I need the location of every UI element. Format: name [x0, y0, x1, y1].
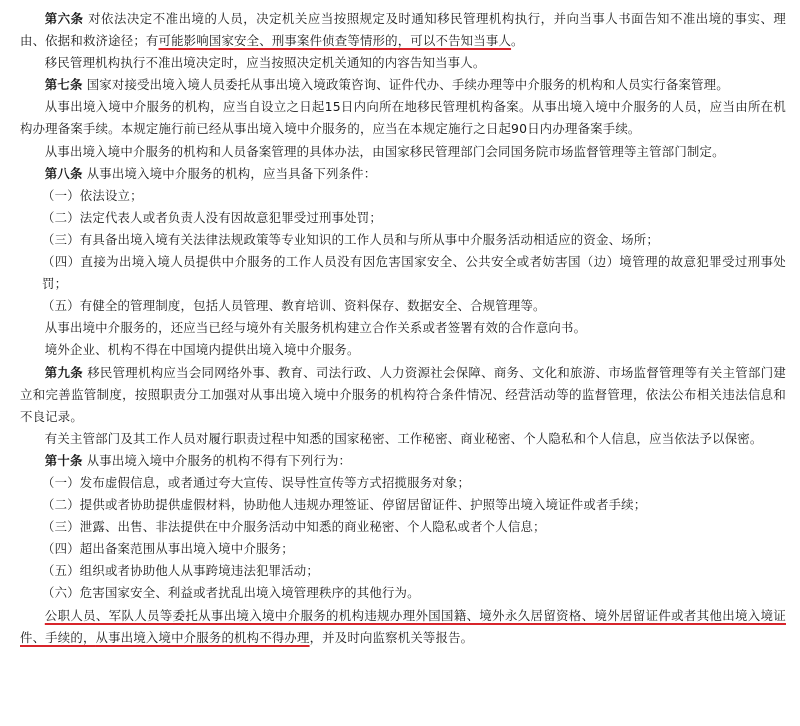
article-10-item-6: （六）危害国家安全、利益或者扰乱出境入境管理秩序的其他行为。: [42, 585, 420, 601]
article-8-paragraph: [20, 163, 786, 185]
article-8-item-3: （三）有具备出境入境有关法律法规政策等专业知识的工作人员和与所从事中介服务活动相适应的资金、场所；: [42, 231, 659, 247]
article-10-item-2: （二）提供或者协助提供虚假材料，协助他人违规办理签证、停留居留证件、护照等出境入境证件或者手续；: [42, 497, 647, 513]
article-6-underlined-text: 可能影响国家安全、刑事案件侦查等情形的，可以不告知当事人: [158, 33, 512, 49]
article-8-second-paragraph: 从事出境中介服务的，还应当已经与境外有关服务机构建立合作关系或者签署有效的合作意向书。: [44, 320, 587, 336]
article-9-heading: 第九条: [44, 364, 83, 380]
article-6-text-c: 。: [511, 33, 524, 49]
article-8-third-paragraph: 境外企业、机构不得在中国境内提供出境入境中介服务。: [44, 342, 360, 358]
article-6-paragraph: [20, 8, 786, 52]
closing-underlined-text-b: 从事出境入境中介服务的机构不得办理: [95, 629, 310, 645]
article-7-text: 国家对接受出境入境人员委托从事出境入境政策咨询、证件代办、手续办理等中介服务的机构和人员实行备案管理。: [86, 77, 729, 93]
article-6-text-a: 对依法决定不准出境的人员，决定机关应当按照规定及时通知移民管理机构执行，并向当事人书面告知不准出境的事实、理由、依据和救济途径；有: [20, 11, 786, 49]
article-8-heading: 第八条: [44, 165, 83, 181]
article-10-item-5: （五）组织或者协助他人从事跨境违法犯罪活动；: [42, 563, 319, 579]
article-9-text: 移民管理机构应当会同网络外事、教育、司法行政、人力资源社会保障、商务、文化和旅游、市场监督管理等有关主管部门建立和完善监管制度，按照职责分工加强对从事出境入境中介服务的机构符合条件情况、经营活动等的监督管理，依法公布相关违法信息和不良记录。: [20, 364, 786, 424]
article-8-item-2: （二）法定代表人或者负责人没有因故意犯罪受过刑事处罚；: [42, 209, 382, 225]
article-9-second-paragraph: 有关主管部门及其工作人员对履行职责过程中知悉的国家秘密、工作秘密、商业秘密、个人隐私和个人信息，应当依法予以保密。: [44, 430, 763, 446]
article-7-third-paragraph: 从事出境入境中介服务的机构和人员备案管理的具体办法，由国家移民管理部门会同国务院市场监督管理等主管部门制定。: [44, 143, 725, 159]
article-6-heading: 第六条: [44, 11, 84, 26]
article-10-paragraph: [20, 450, 786, 472]
article-7-second-paragraph: 从事出境入境中介服务的机构，应当自设立之日起15日内向所在地移民管理机构备案。从事出境入境中介服务的人员，应当由所在机构办理备案手续。本规定施行前已经从事出境入境中介服务的，应当在本规定施行之日起90日内办理备案手续。: [20, 99, 786, 137]
article-8-item-5: （五）有健全的管理制度，包括人员管理、教育培训、资料保存、数据安全、合规管理等。: [42, 298, 546, 314]
article-10-item-4: （四）超出备案范围从事出境入境中介服务；: [42, 541, 294, 557]
article-9-paragraph: [20, 362, 786, 428]
article-8-item-4: （四）直接为出境入境人员提供中介服务的工作人员没有因危害国家安全、公共安全或者妨害国（边）境管理的故意犯罪受过刑事处罚；: [42, 254, 786, 292]
article-10-heading: 第十条: [44, 452, 83, 468]
closing-text-c: ，并及时向监察机关等报告。: [309, 629, 474, 645]
article-10-item-1: （一）发布虚假信息，或者通过夸大宣传、误导性宣传等方式招揽服务对象；: [42, 474, 471, 490]
article-7-heading: 第七条: [44, 77, 83, 93]
article-6-second-paragraph: 移民管理机构执行不准出境决定时，应当按照决定机关通知的内容告知当事人。: [44, 55, 486, 71]
closing-underlined-text-a: 公职人员、军队人员等委托从事出境入境中介服务的机构违规办理外国国籍、境外永久居留资格、境外居留证件或者其他出境入境证件、手续的，: [20, 607, 786, 645]
article-10-text: 从事出境入境中介服务的机构不得有下列行为：: [86, 452, 352, 468]
article-8-text: 从事出境入境中介服务的机构，应当具备下列条件：: [86, 165, 377, 181]
article-8-item-1: （一）依法设立；: [42, 187, 143, 203]
article-7-paragraph: [20, 74, 786, 96]
article-10-item-3: （三）泄露、出售、非法提供在中介服务活动中知悉的商业秘密、个人隐私或者个人信息；: [42, 519, 546, 535]
article-10-closing-paragraph: [20, 605, 786, 649]
